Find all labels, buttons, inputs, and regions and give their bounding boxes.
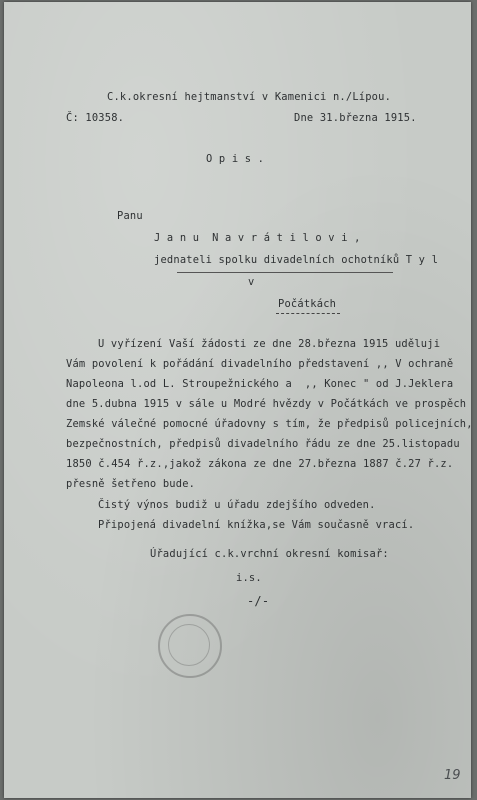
copy-label: O p i s . <box>206 153 265 165</box>
body-line-3: Napoleona l.od L. Stroupežnického a ,, Konec " od J.Jeklera <box>66 378 454 390</box>
body-line-7: 1850 č.454 ř.z.,jakož zákona ze dne 27.března 1887 č.27 ř.z. <box>66 458 454 470</box>
signoff-title: Úřadující c.k.vrchní okresní komisař: <box>150 548 389 560</box>
page-number: 19 <box>444 768 461 783</box>
body-line-6: bezpečnostních, předpisů divadelního řádu ze dne 25.listopadu <box>66 438 460 450</box>
body-line-9: Čistý výnos budiž u úřadu zdejšího odveden. <box>98 499 376 511</box>
salutation: Panu <box>117 210 143 222</box>
recipient-name: J a n u N a v r á t i l o v i , <box>154 232 361 244</box>
signoff-mark: -/- <box>247 594 270 608</box>
recipient-role-underline <box>177 272 393 273</box>
body-line-5: Zemské válečné pomocné úřadovny s tím, že předpisů policejních, <box>66 418 473 430</box>
office-stamp <box>158 614 222 678</box>
location: Počátkách <box>278 298 337 310</box>
document-page <box>4 2 471 798</box>
body-line-4: dne 5.dubna 1915 v sále u Modré hvězdy v Počátkách ve prospěch <box>66 398 467 410</box>
location-underline <box>276 313 340 314</box>
body-line-10: Připojená divadelní knížka,se Vám současně vrací. <box>98 519 415 531</box>
reference-number: Č: 10358. <box>66 112 125 124</box>
body-line-2: Vám povolení k pořádání divadelního představení ,, V ochraně <box>66 358 454 370</box>
body-line-1: U vyřízení Vaší žádosti ze dne 28.března 1915 uděluji <box>98 338 441 350</box>
recipient-role: jednateli spolku divadelních ochotníků T y l <box>154 254 439 266</box>
office-header: C.k.okresní hejtmanství v Kamenici n./Lípou. <box>107 91 392 103</box>
preposition: v <box>248 276 255 288</box>
body-line-8: přesně šetřeno bude. <box>66 478 196 490</box>
signoff-is: i.s. <box>236 572 262 584</box>
document-date: Dne 31.března 1915. <box>294 112 417 124</box>
